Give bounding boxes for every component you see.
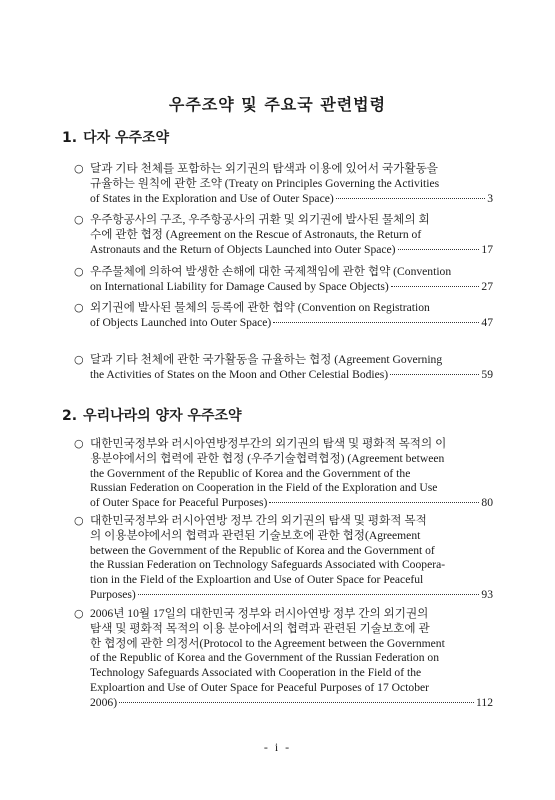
bullet-icon: ○: [74, 213, 84, 226]
dot-leader: [398, 249, 480, 250]
toc-entry[interactable]: [74, 607, 493, 711]
toc-entry[interactable]: [74, 353, 493, 383]
page-reference[interactable]: 112: [476, 695, 493, 709]
entry-text-line: 용분야에서의 협력에 관한 협정 (우주기술협력협정) (Agreement between: [90, 451, 445, 465]
entry-text-line: Purposes): [90, 587, 136, 601]
entry-last-line: [90, 243, 493, 258]
dot-leader: [390, 374, 479, 375]
toc-entry[interactable]: [74, 162, 493, 206]
entry-last-line: [90, 588, 493, 603]
entry-text-line: of the Republic of Korea and the Government of the Russian Federation on: [90, 651, 440, 665]
dot-leader: [273, 322, 479, 323]
section-title: 우리나라의 양자 우주조약: [83, 408, 242, 424]
toc-entry[interactable]: [74, 514, 493, 603]
entry-text-line: Exploartion and Use of Outer Space for Peaceful Purposes of 17 October: [90, 680, 430, 694]
entry-text-line: 한 협정에 관한 의정서(Protocol to the Agreement between the Government: [90, 636, 445, 650]
bullet-icon: ○: [74, 514, 84, 527]
entry-text-line: tion in the Field of the Exploartion and Use of Outer Space for Peaceful: [90, 573, 424, 587]
dot-leader: [119, 702, 474, 703]
page-title: 우주조약 및 주요국 관련법령: [168, 95, 387, 114]
section-heading-multilateral: [62, 127, 175, 147]
bullet-icon: ○: [74, 353, 84, 366]
entry-text-line: 의 이용분야에서의 협력과 관련된 기술보호에 관한 협정(Agreement: [90, 528, 421, 542]
dot-leader: [138, 594, 480, 595]
entry-text-line: 2006년 10월 17일의 대한민국 정부와 러시아연방 정부 간의 외기권의: [90, 607, 429, 620]
section-number: 2.: [62, 408, 78, 424]
entry-text-line: of Objects Launched into Outer Space): [90, 315, 272, 329]
entry-text-line: of States in the Exploration and Use of Outer Space): [90, 191, 334, 205]
page-reference[interactable]: 3: [487, 191, 493, 205]
entry-text-line: of Outer Space for Peaceful Purposes): [90, 496, 268, 510]
section-heading-bilateral: [62, 405, 248, 425]
entry-text-line: on International Liability for Damage Caused by Space Objects): [90, 279, 389, 293]
entry-last-line: [90, 192, 493, 207]
entry-text-line: the Activities of States on the Moon and Other Celestial Bodies): [90, 367, 389, 381]
toc-entry[interactable]: [74, 265, 493, 295]
toc-entry[interactable]: [74, 437, 493, 511]
dot-leader: [269, 502, 479, 503]
entry-text-line: Russian Federation on Cooperation in the Field of the Exploration and Use: [90, 481, 438, 495]
entry-text-line: 규율하는 원칙에 관한 조약 (Treaty on Principles Governing the Activities: [90, 176, 440, 190]
entry-text-line: Astronauts and the Return of Objects Launched into Outer Space): [90, 242, 396, 256]
bullet-icon: ○: [74, 162, 84, 175]
page-number: - i -: [263, 740, 292, 754]
dot-leader: [336, 198, 485, 199]
bullet-icon: ○: [74, 607, 84, 620]
entry-text-line: 대한민국정부와 러시아연방정부간의 외기권의 탐색 및 평화적 목적의 이: [90, 437, 447, 450]
section-number: 1.: [62, 130, 78, 146]
entry-text-line: 외기권에 발사된 물체의 등록에 관한 협약 (Convention on Registration: [90, 301, 430, 314]
page-reference[interactable]: 93: [481, 587, 493, 601]
bullet-icon: ○: [74, 437, 84, 450]
page-reference[interactable]: 59: [481, 367, 493, 381]
toc-entry[interactable]: [74, 213, 493, 257]
page-reference[interactable]: 27: [481, 279, 493, 293]
page-reference[interactable]: 80: [481, 496, 493, 510]
entry-last-line: [90, 496, 493, 511]
entry-text-line: the Russian Federation on Technology Safeguards Associated with Coopera-: [90, 558, 446, 572]
toc-entry[interactable]: [74, 301, 493, 331]
entry-text-line: the Government of the Republic of Korea and the Government of the: [90, 466, 411, 480]
page-reference[interactable]: 47: [481, 315, 493, 329]
entry-text-line: 2006): [90, 695, 118, 709]
entry-text-line: 수에 관한 협정 (Agreement on the Rescue of Astronauts, the Return of: [90, 227, 422, 241]
entry-text-line: 우주물체에 의하여 발생한 손해에 대한 국제책임에 관한 협약 (Convention: [90, 265, 452, 278]
entry-last-line: [90, 696, 493, 711]
entry-text-line: between the Government of the Republic of Korea and the Government of: [90, 543, 435, 557]
entry-text-line: 달과 기타 천체를 포함하는 외기권의 탐색과 이용에 있어서 국가활동을: [90, 162, 438, 175]
entry-text-line: 우주항공사의 구조, 우주항공사의 귀환 및 외기권에 발사된 물체의 회: [90, 213, 430, 226]
section-title: 다자 우주조약: [83, 130, 170, 146]
page-reference[interactable]: 17: [481, 242, 493, 256]
entry-last-line: [90, 316, 493, 331]
dot-leader: [391, 286, 480, 287]
entry-text-line: 탐색 및 평화적 목적의 이용 분야에서의 협력과 관련된 기술보호에 관: [90, 621, 430, 635]
bullet-icon: ○: [74, 301, 84, 314]
entry-last-line: [90, 280, 493, 295]
entry-text-line: 달과 기타 천체에 관한 국가활동을 규율하는 협정 (Agreement Governing: [90, 353, 443, 366]
bullet-icon: ○: [74, 265, 84, 278]
entry-text-line: Technology Safeguards Associated with Cooperation in the Field of the: [90, 666, 422, 680]
entry-text-line: 대한민국정부와 러시아연방 정부 간의 외기권의 탐색 및 평화적 목적: [90, 514, 427, 527]
entry-last-line: [90, 368, 493, 383]
